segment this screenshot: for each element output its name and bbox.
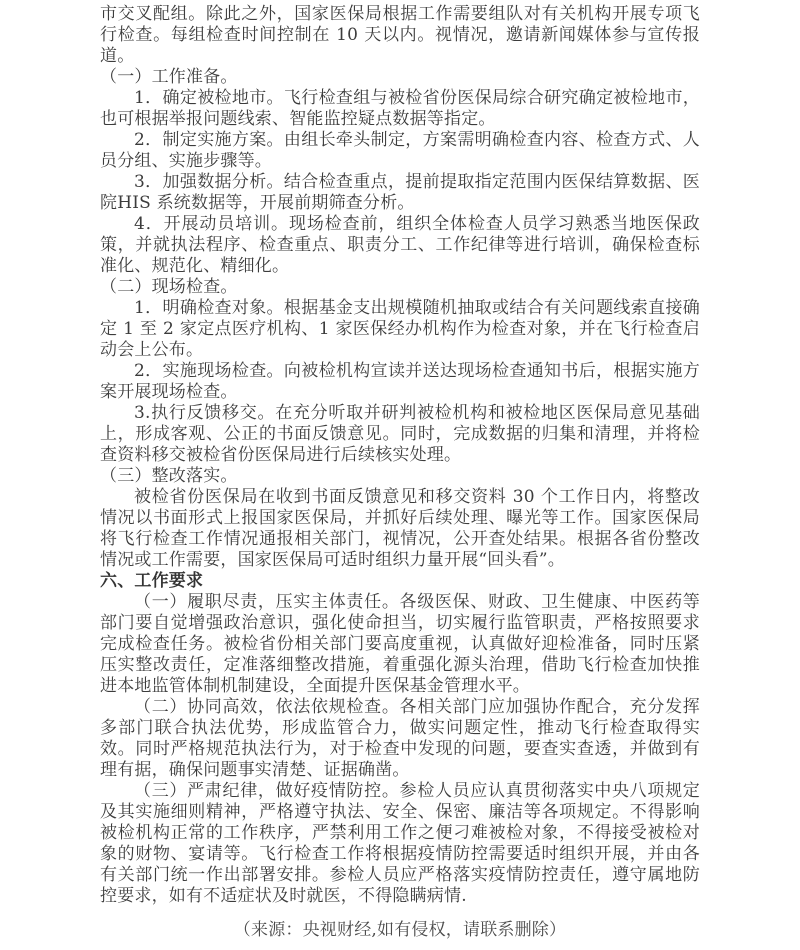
paragraph: 2．实施现场检查。向被检机构宣读并送达现场检查通知书后，根据实施方案开展现场检查。 [100,361,700,402]
paragraph: 1．明确检查对象。根据基金支出规模随机抽取或结合有关问题线索直接确定 1 至 2 家定点医疗机构、1 家医保经办机构作为检查对象，并在飞行检查启动会上公布。 [100,298,700,360]
paragraph: （二）现场检查。 [100,277,238,297]
paragraph: 被检省份医保局在收到书面反馈意见和移交资料 30 个工作日内，将整改情况以书面形式上报国家医保局，并抓好后续处理、曝光等工作。国家医保局将飞行检查工作情况通报相关部门，视情况，公开查处结果。根据各省份整改情况或工作需要，国家医保局可适时组织力量开展“回头看”。 [100,487,700,570]
paragraph: 3.执行反馈移交。在充分听取并研判被检机构和被检地区医保局意见基础上，形成客观、公正的书面反馈意见。同时，完成数据的归集和清理，并将检查资料移交被检省份医保局进行后续核实处理。 [100,403,700,465]
paragraph: 4．开展动员培训。现场检查前，组织全体检查人员学习熟悉当地医保政策，并就执法程序、检查重点、职责分工、工作纪律等进行培训，确保检查标准化、规范化、精细化。 [100,214,700,276]
section-heading: 六、工作要求 [100,571,204,591]
paragraph: （二）协同高效，依法依规检查。各相关部门应加强协作配合，充分发挥多部门联合执法优势，形成监管合力，做实问题定性，推动飞行检查取得实效。同时严格规范执法行为，对于检查中发现的问题，要查实查透，并做到有理有据，确保问题事实清楚、证据确凿。 [100,697,700,780]
paragraph: （三）严肃纪律，做好疫情防控。参检人员应认真贯彻落实中央八项规定及其实施细则精神，严格遵守执法、安全、保密、廉洁等各项规定。不得影响被检机构正常的工作秩序，严禁利用工作之便刁难被检对象，不得接受被检对象的财物、宴请等。飞行检查工作将根据疫情防控需要适时组织开展，并由各有关部门统一作出部署安排。参检人员应严格落实疫情防控责任，遵守属地防控要求，如有不适症状及时就医，不得隐瞒病情. [100,781,700,906]
paragraph: 3．加强数据分析。结合检查重点，提前提取指定范围内医保结算数据、医院HIS 系统数据等，开展前期筛查分析。 [100,172,700,213]
source-attribution: （来源：央视财经,如有侵权，请联系删除） [233,920,567,940]
paragraph: （一）履职尽责，压实主体责任。各级医保、财政、卫生健康、中医药等部门要自觉增强政治意识，强化使命担当，切实履行监管职责，严格按照要求完成检查任务。被检省份相关部门要高度重视，认真做好迎检准备，同时压紧压实整改责任，定准落细整改措施，着重强化源头治理，借助飞行检查加快推进本地监管体制机制建设，全面提升医保基金管理水平。 [100,592,700,696]
paragraph: （一）工作准备。 [100,67,238,87]
document-body [100,4,700,941]
paragraph: 市交叉配组。除此之外，国家医保局根据工作需要组队对有关机构开展专项飞行检查。每组检查时间控制在 10 天以内。视情况，邀请新闻媒体参与宣传报道。 [100,4,700,66]
paragraph: 2．制定实施方案。由组长牵头制定，方案需明确检查内容、检查方式、人员分组、实施步骤等。 [100,130,700,171]
paragraph: （三）整改落实。 [100,466,238,486]
paragraph: 1．确定被检地市。飞行检查组与被检省份医保局综合研究确定被检地市，也可根据举报问题线索、智能监控疑点数据等指定。 [100,88,700,129]
